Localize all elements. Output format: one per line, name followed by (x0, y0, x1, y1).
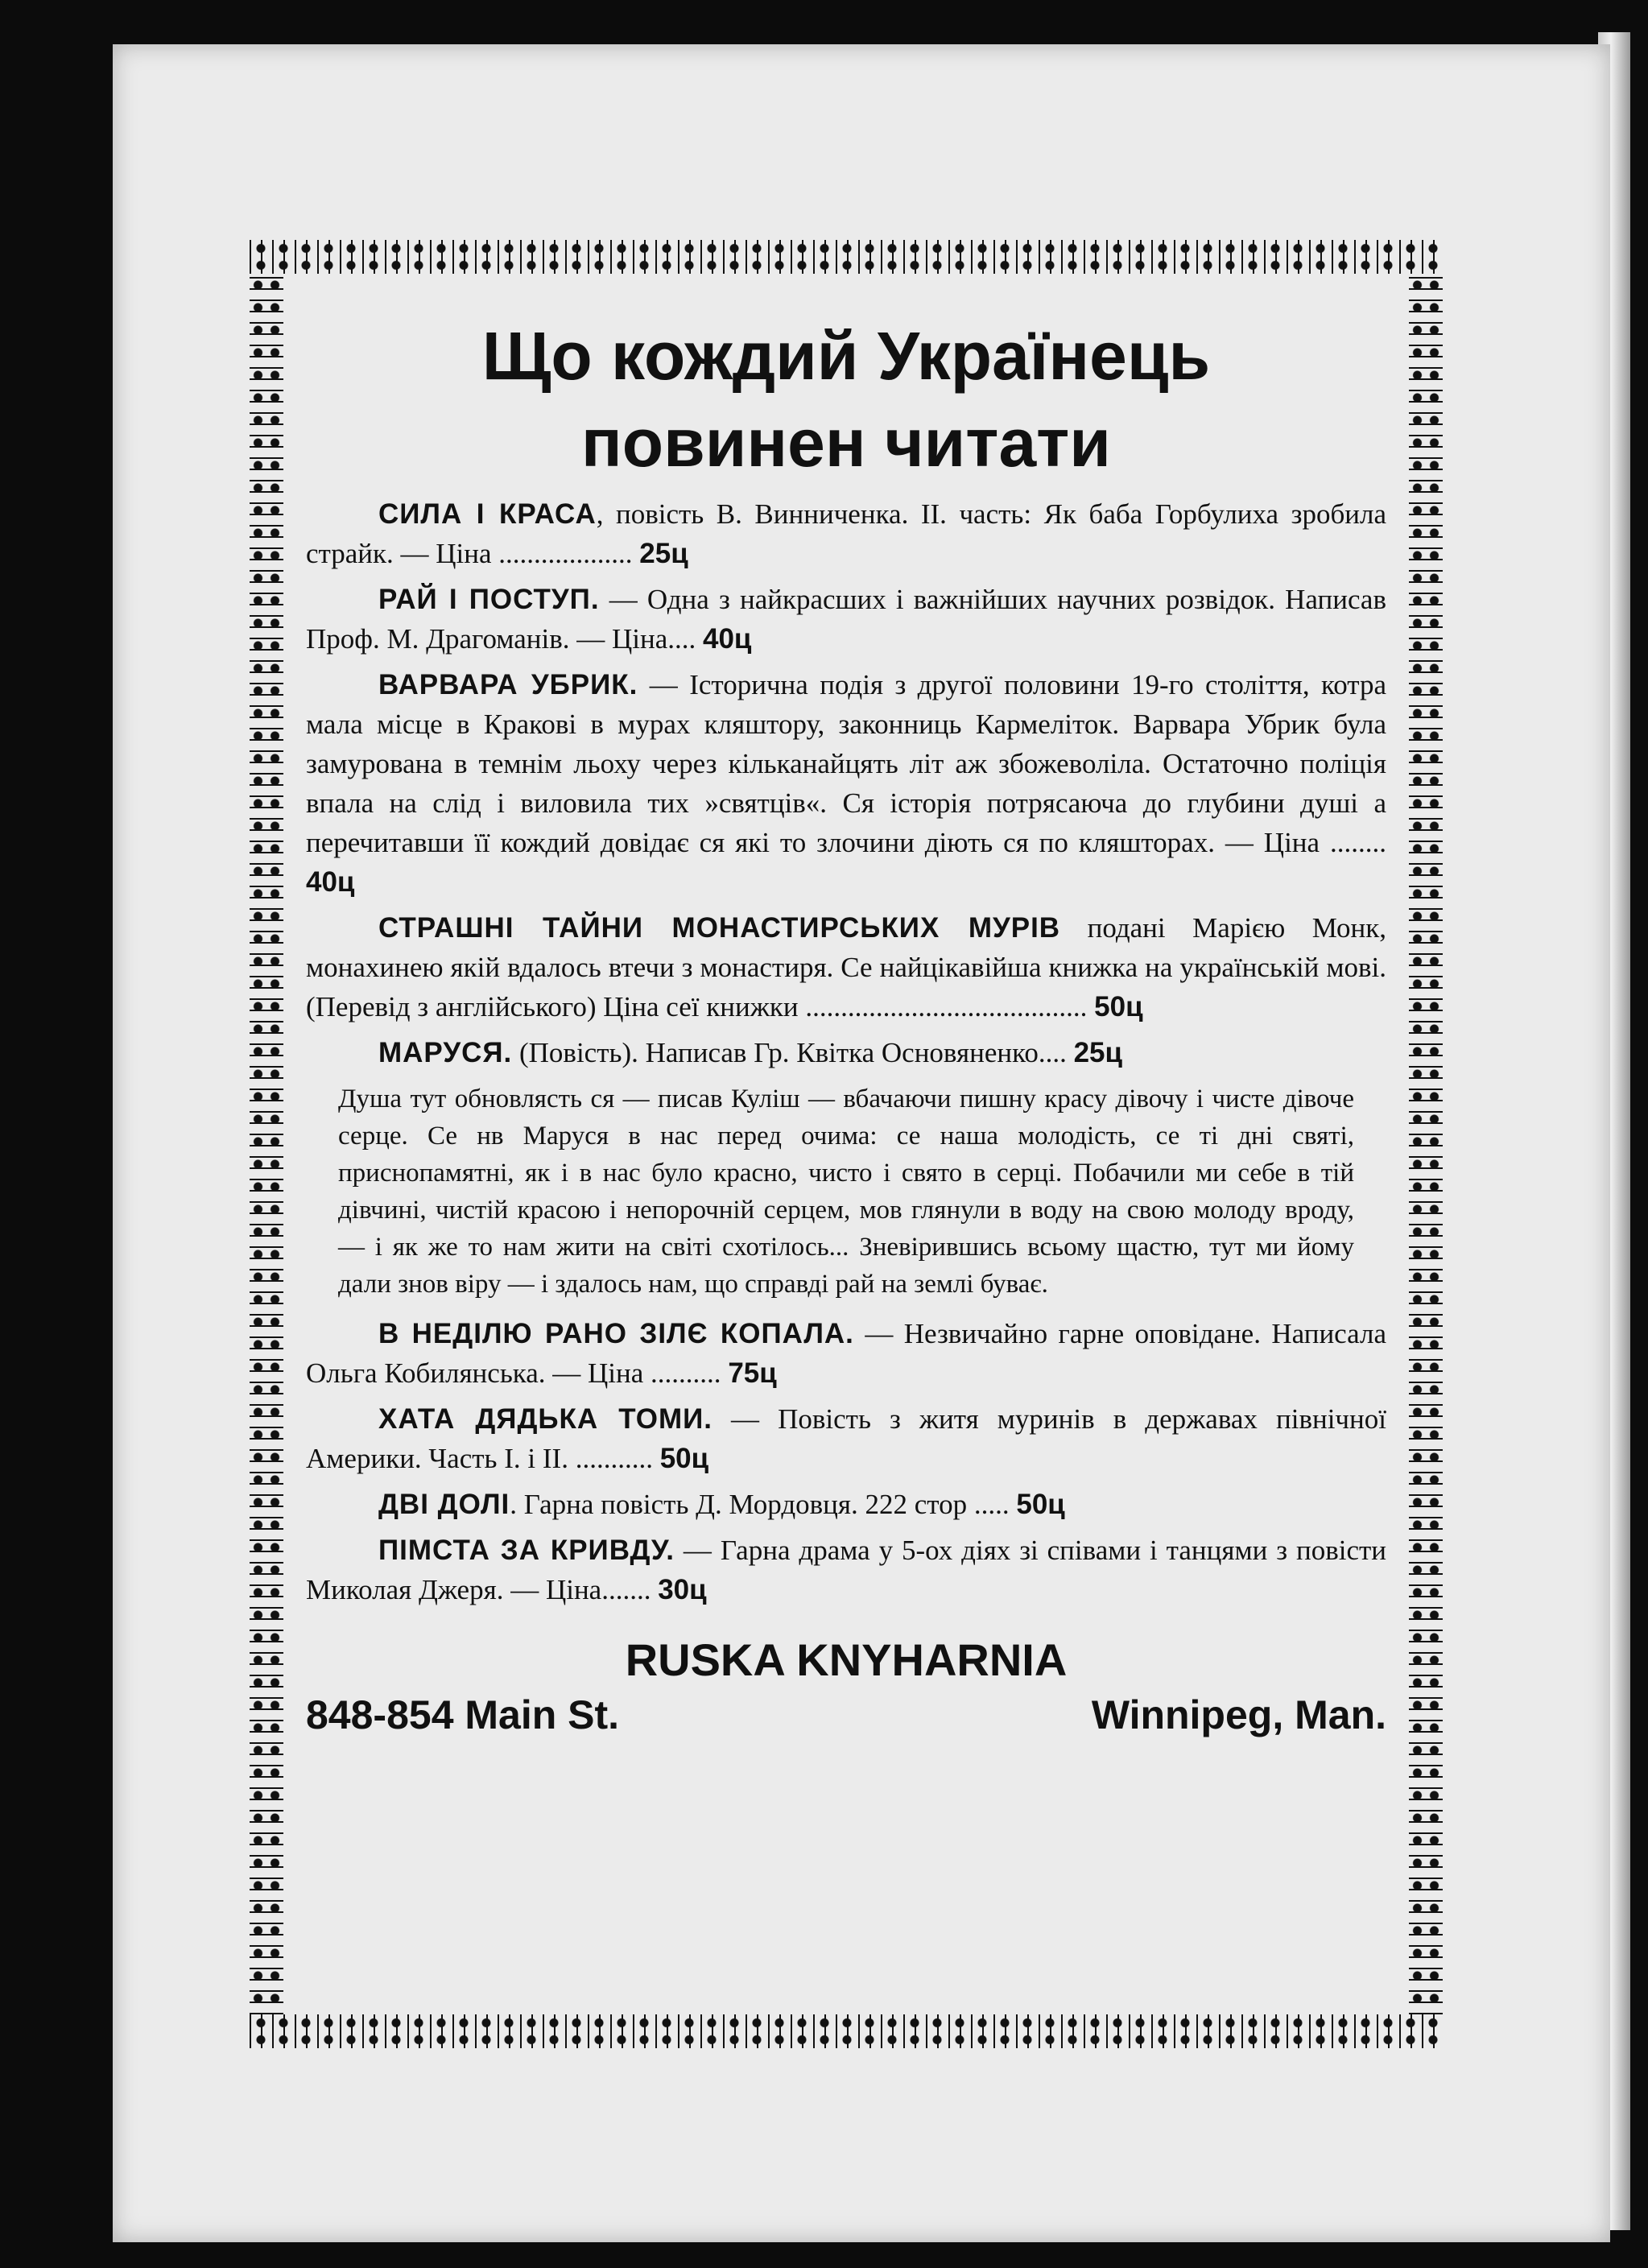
book-entry (306, 665, 1386, 902)
book-description: — Гарна драма у 5-ох діях зі співами і танцями з повісти Миколая Джеря. — Ціна....... (306, 1535, 1387, 1605)
headline-line-1: Що кождий Українець (481, 318, 1211, 394)
book-title: ДВІ ДОЛІ (378, 1489, 510, 1520)
book-entry (306, 908, 1386, 1027)
ornamental-border-top (250, 240, 1443, 274)
book-description: (Повість). Написав Гр. Квітка Основяненко.... (512, 1037, 1067, 1068)
book-price: 25ц (1073, 1037, 1123, 1068)
ornamental-border-bottom (250, 2014, 1443, 2048)
publisher-name: RUSKA KNYHARNIA (625, 1634, 1068, 1685)
book-price: 50ц (1094, 991, 1143, 1022)
book-description: , повість В. Винниченка. ІІ. часть: Як баба Горбулиха зробила страйк. — Ціна ................... (306, 498, 1386, 569)
book-price: 50ц (1016, 1489, 1065, 1520)
book-entry (306, 580, 1386, 659)
street-address: 848-854 Main St. (306, 1692, 620, 1737)
book-title: ПІМСТА ЗА КРИВДУ. (378, 1535, 675, 1566)
book-title: ВАРВАРА УБРИК. (378, 669, 638, 700)
advertisement-content (306, 312, 1386, 1984)
book-price: 25ц (639, 538, 688, 569)
book-price: 50ц (659, 1443, 709, 1474)
ornamental-border-left (250, 274, 283, 2014)
book-entry (306, 1531, 1386, 1609)
book-description: — Незвичайно гарне оповідане. Написала Ольга Кобилянська. — Ціна .......... (306, 1318, 1386, 1389)
book-price: 40ц (306, 866, 355, 898)
book-description: подані Марією Монк, монахинею якій вдалось втечи з монастиря. Се найцікавійша книжка на українській мові. (Перевід з англійського) Ціна сеї книжки ........................................ (306, 912, 1386, 1022)
book-title: РАЙ І ПОСТУП. (378, 584, 600, 615)
book-price: 30ц (658, 1574, 707, 1605)
book-description: — Одна з найкрасших і важнійших научних розвідок. Написав Проф. М. Драгоманів. — Ціна.... (306, 584, 1386, 655)
book-entry (306, 1399, 1386, 1478)
advertisement-frame (250, 240, 1443, 2048)
quote-paragraph: Душа тут обновлясть ся — писав Куліш — вбачаючи пишну красу дівочу і чисте дівоче серце. Се нв Маруся в нас перед очима: се наша молодість, се ті дні святі, приснопамятні, як і в нас було красно, чисто і свято в серці. Побачили ми себе в тій дівчині, чистій красою і непорочній серцем, мов глянули в воду на свою молоду вроду, — і як же то нам жити на світі схотілось... Зневірившись всьому щастю, тут ми йому дали знов віру — і здалось нам, що справді рай на землі буває. (338, 1084, 1354, 1299)
book-entry (306, 1485, 1386, 1524)
book-title: В НЕДІЛЮ РАНО ЗІЛЄ КОПАЛА. (378, 1318, 854, 1349)
book-entry (306, 1314, 1386, 1393)
headline (306, 312, 1386, 486)
city-address: Winnipeg, Man. (1091, 1692, 1386, 1737)
book-entry (306, 1033, 1386, 1072)
publisher-address (306, 1688, 1386, 1741)
book-description: — Історична подія з другої половини 19-го століття, котра мала місце в Кракові в мурах кляштору, законниць Кармеліток. Варвара Убрик була замурована в темнім льоху через кільканайцять літ аж збожеволіла. Остаточно поліція впала на слід і виловила тих »святців«. Ся історія потрясаюча до глубини душі а перечитавши її кождий довідає ся які то злочини діють ся по кляшторах. — Ціна ........ (306, 669, 1387, 858)
book-title: СИЛА І КРАСА (378, 498, 597, 530)
book-title: СТРАШНІ ТАЙНИ МОНАСТИРСЬКИХ МУРІВ (378, 912, 1061, 944)
headline-line-2: повинен читати (581, 405, 1111, 481)
book-price: 75ц (728, 1357, 777, 1389)
book-description: . Гарна повість Д. Мордовця. 222 стор ..... (510, 1489, 1010, 1520)
book-title: ХАТА ДЯДЬКА ТОМИ. (378, 1403, 712, 1435)
ornamental-border-right (1409, 274, 1443, 2014)
book-price: 40ц (703, 623, 752, 655)
book-title: МАРУСЯ. (378, 1037, 513, 1068)
book-description: — Повість з житя муринів в державах північної Америки. Часть І. і ІІ. ........... (306, 1403, 1386, 1474)
book-entry (306, 494, 1386, 573)
